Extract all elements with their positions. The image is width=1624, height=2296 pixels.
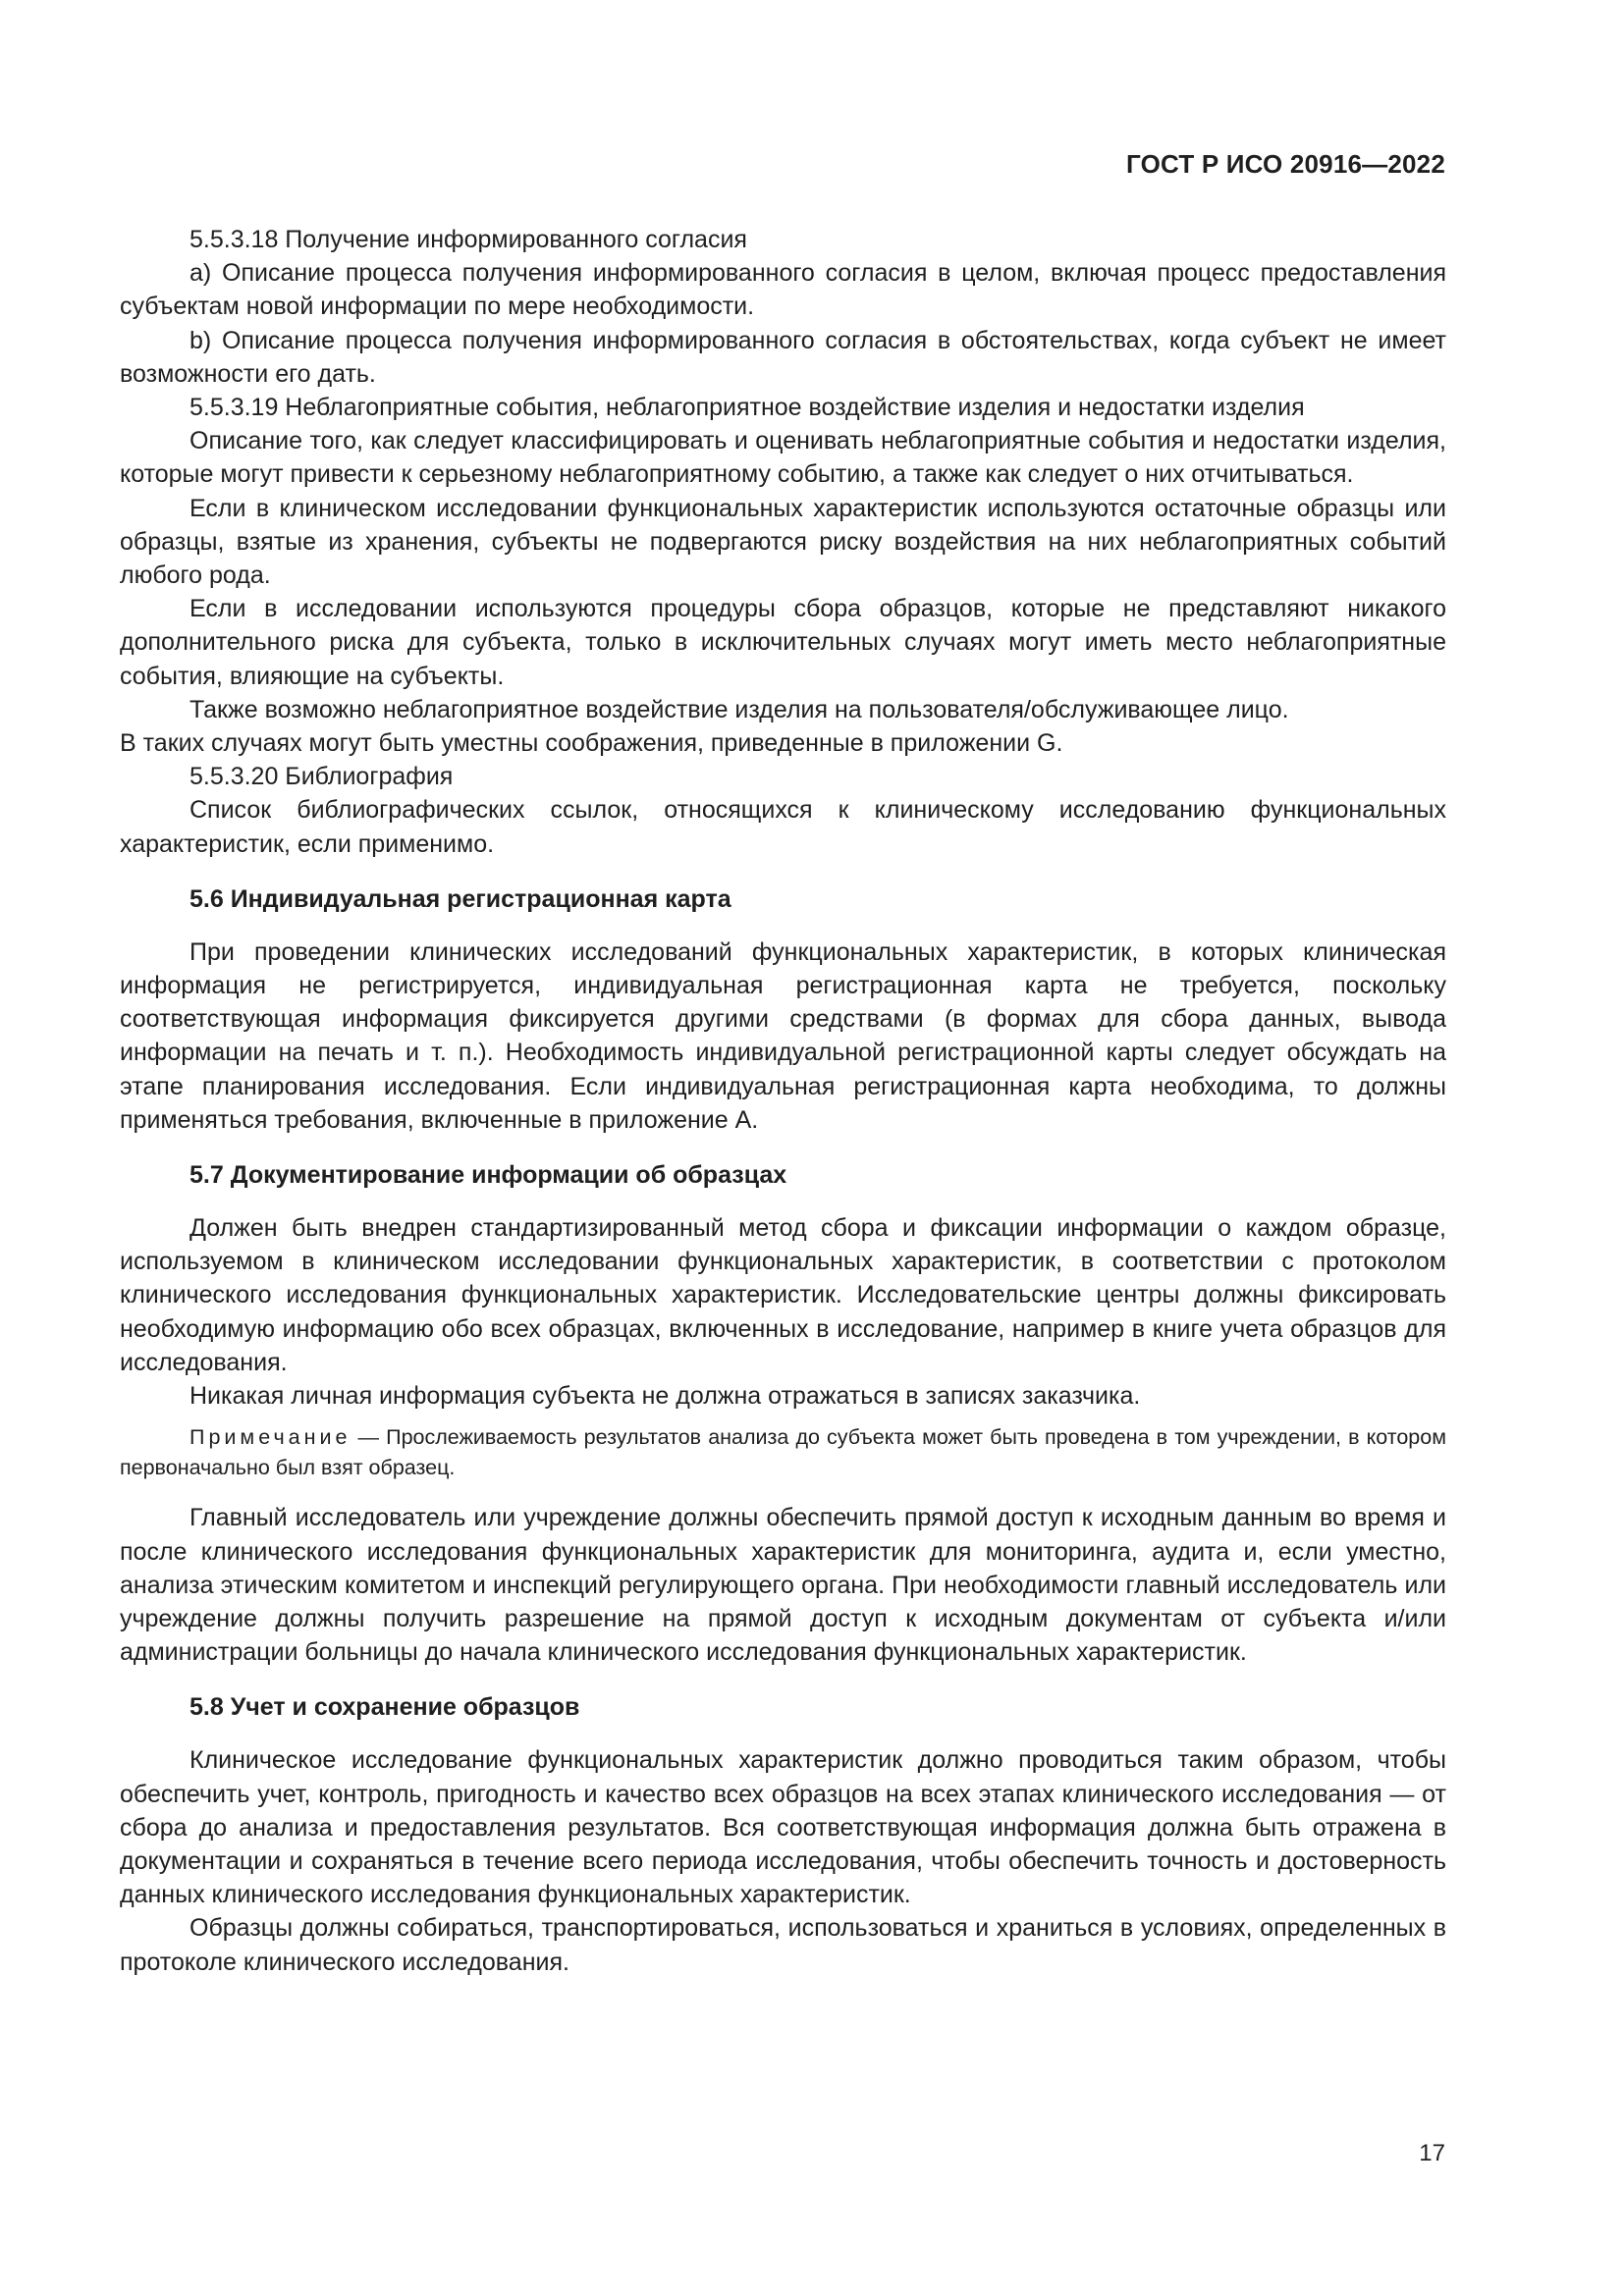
section-5-6-heading: 5.6 Индивидуальная регистрационная карта xyxy=(189,884,731,913)
section-5-7-heading: 5.7 Документирование информации об образцах xyxy=(189,1161,787,1190)
adverse-events-description: Описание того, как следует классифицировать и оценивать неблагоприятные события и недостатки изделия, которые могут привести к серьезному неблагоприятному событию, а также как следует о них отчитываться. xyxy=(120,427,1446,489)
page-number: 17 xyxy=(1419,2140,1445,2166)
sample-documentation-paragraph: Должен быть внедрен стандартизированный метод сбора и фиксации информации о каждом образце, используемом в клиническом исследовании функциональных характеристик, в соответствии с протоколом клинического исследования функциональных характеристик. Исследовательские центры должны фиксировать необходимую информацию обо всех образцах, включенных в исследование, например в книге учета образцов для исследования. xyxy=(120,1214,1446,1376)
case-report-form-paragraph: При проведении клинических исследований функциональных характеристик, в которых клиническая информация не регистрируется, индивидуальная регистрационная карта не требуется, поскольку соответствующая информация фиксируется другими средствами (в формах для сбора данных, вывода информации на печать и т. п.). Необходимость индивидуальной регистрационной карты следует обсуждать на этапе планирования исследования. Если индивидуальная регистрационная карта необходима, то должны применяться требования, включенные в приложение А. xyxy=(120,937,1446,1134)
clause-5-5-3-20-title: 5.5.3.20 Библиография xyxy=(189,763,454,791)
residual-samples-paragraph: Если в клиническом исследовании функциональных характеристик используются остаточные образцы или образцы, взятые из хранения, субъекты не подвергаются риску воздействия на них неблагоприятных событий любого рода. xyxy=(120,494,1446,590)
page-body xyxy=(120,223,1446,1979)
sample-collection-risk-paragraph: Если в исследовании используются процедуры сбора образцов, которые не представляют никакого дополнительного риска для субъекта, только в исключительных случаях могут иметь место неблагоприятные события, влияющие на субъекты. xyxy=(120,595,1446,690)
clause-5-5-3-18-title: 5.5.3.18 Получение информированного согласия xyxy=(189,226,747,253)
section-5-8-heading: 5.8 Учет и сохранение образцов xyxy=(189,1693,580,1722)
sample-accountability-paragraph: Клиническое исследование функциональных характеристик должно проводиться таким образом, чтобы обеспечить учет, контроль, пригодность и качество всех образцов на всех этапах клинического исследования — от сбора до анализа и предоставления результатов. Вся соответствующая информация должна быть отражена в документации и сохраняться в течение всего периода исследования, чтобы обеспечить точность и достоверность данных клинического исследования функциональных характеристик. xyxy=(120,1746,1446,1909)
personal-info-paragraph: Никакая личная информация субъекта не должна отражаться в записях заказчика. xyxy=(189,1382,1141,1411)
standard-code-header: ГОСТ Р ИСО 20916—2022 xyxy=(1125,149,1445,179)
note-paragraph xyxy=(120,1422,1446,1483)
item-b-paragraph: b) Описание процесса получения информированного согласия в обстоятельствах, когда субъект не имеет возможности его дать. xyxy=(120,326,1446,388)
direct-access-paragraph: Главный исследователь или учреждение должны обеспечить прямой доступ к исходным данным во время и после клинического исследования функциональных характеристик для мониторинга, аудита и, если уместно, анализа этическим комитетом и инспекций регулирующего органа. При необходимости главный исследователь или учреждение должны получить разрешение на прямой доступ к исходным документам от субъекта и/или администрации больницы до начала клинического исследования функциональных характеристик. xyxy=(120,1504,1446,1667)
bibliography-paragraph: Список библиографических ссылок, относящихся к клиническому исследованию функциональных характеристик, если применимо. xyxy=(120,796,1446,858)
annex-g-reference-paragraph: В таких случаях могут быть уместны соображения, приведенные в приложении G. xyxy=(120,729,1063,758)
item-a-paragraph: a) Описание процесса получения информированного согласия в целом, включая процесс предоставления субъектам новой информации по мере необходимости. xyxy=(120,259,1446,321)
sample-storage-paragraph: Образцы должны собираться, транспортироваться, использоваться и храниться в условиях, определенных в протоколе клинического исследования. xyxy=(120,1914,1446,1976)
device-effect-user-paragraph: Также возможно неблагоприятное воздействие изделия на пользователя/обслуживающее лицо. xyxy=(189,695,1289,723)
note-label: Примечание xyxy=(189,1425,352,1450)
note-text: — Прослеживаемость результатов анализа до субъекта может быть проведена в том учреждении, в котором первоначально был взят образец. xyxy=(120,1425,1446,1480)
clause-5-5-3-19-title: 5.5.3.19 Неблагоприятные события, неблагоприятное воздействие изделия и недостатки изделия xyxy=(189,394,1305,422)
